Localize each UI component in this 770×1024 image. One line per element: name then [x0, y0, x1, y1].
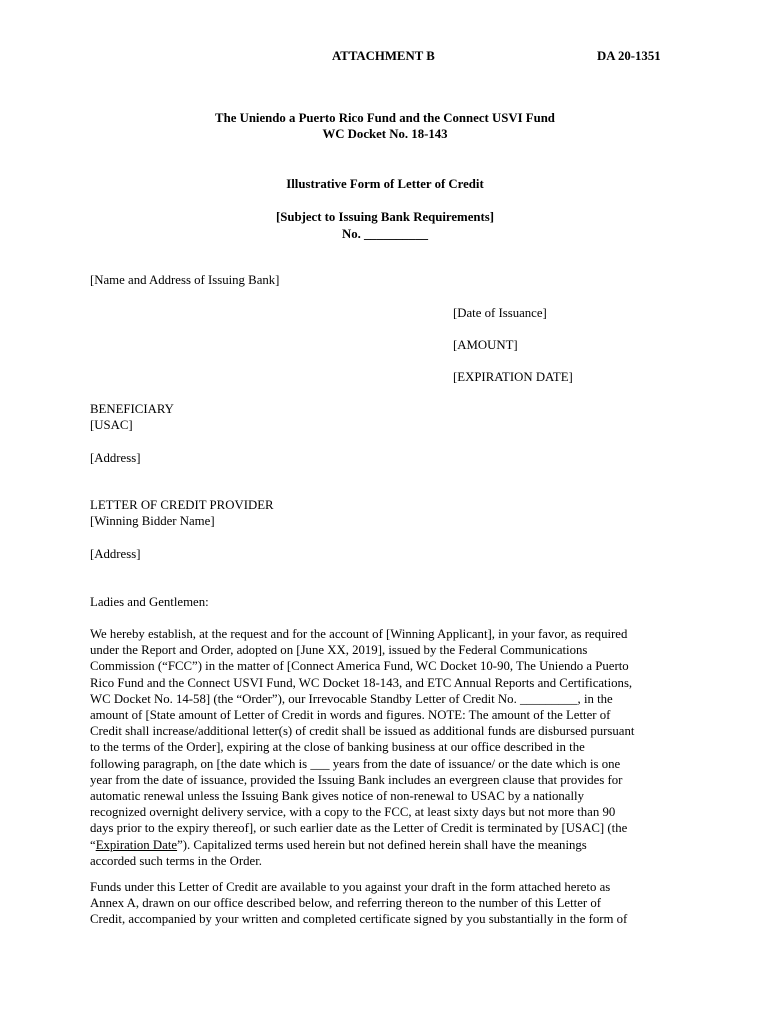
paragraph-line: accorded such terms in the Order.	[90, 853, 262, 868]
date-of-issuance: [Date of Issuance]	[453, 306, 547, 320]
issuing-bank-placeholder: [Name and Address of Issuing Bank]	[90, 273, 280, 287]
body-paragraph-1	[90, 626, 690, 869]
subject-line: [Subject to Issuing Bank Requirements]	[275, 210, 495, 224]
document-title-line2: WC Docket No. 18-143	[322, 127, 448, 141]
paragraph-line: WC Docket No. 14-58] (the “Order”), our Irrevocable Standby Letter of Credit No. _________, in the	[90, 691, 613, 706]
document-title-line1: The Uniendo a Puerto Rico Fund and the Connect USVI Fund	[215, 111, 555, 125]
expiration-line-rest: ”). Capitalized terms used herein but not defined herein shall have the meanings	[177, 837, 587, 852]
beneficiary-heading: BENEFICIARY	[90, 402, 174, 416]
paragraph-line: following paragraph, on [the date which is ___ years from the date of issuance/ or the date which is one	[90, 756, 621, 771]
paragraph-line: automatic renewal unless the Issuing Bank gives notice of non-renewal to USAC by a nationally	[90, 789, 584, 804]
paragraph-line: under the Report and Order, adopted on [June XX, 2019], issued by the Federal Communications	[90, 643, 588, 658]
paragraph-line-expiration	[90, 837, 690, 853]
paragraph-line: Commission (“FCC”) in the matter of [Connect America Fund, WC Docket 10-90, The Uniendo a Puerto	[90, 659, 629, 674]
beneficiary-name: [USAC]	[90, 418, 133, 432]
form-title: Illustrative Form of Letter of Credit	[286, 177, 484, 191]
open-quote: “	[90, 837, 96, 852]
docket-reference: DA 20-1351	[597, 49, 661, 63]
expiration-date-field: [EXPIRATION DATE]	[453, 370, 573, 384]
paragraph-line: Funds under this Letter of Credit are available to you against your draft in the form attached hereto as	[90, 880, 611, 894]
salutation: Ladies and Gentlemen:	[90, 595, 209, 609]
letter-number: No. __________	[341, 227, 429, 241]
paragraph-line: We hereby establish, at the request and for the account of [Winning Applicant], in your favor, as required	[90, 627, 628, 641]
provider-name: [Winning Bidder Name]	[90, 514, 215, 528]
paragraph-line: Credit, accompanied by your written and completed certificate signed by you substantially in the form of	[90, 912, 628, 927]
body-paragraph-2	[90, 879, 690, 928]
paragraph-line: Annex A, drawn on our office described below, and referring thereon to the number of this Letter of	[90, 896, 601, 911]
attachment-label: ATTACHMENT B	[332, 49, 435, 63]
paragraph-line: days prior to the expiry thereof], or such earlier date as the Letter of Credit is terminated by [USAC] (the	[90, 821, 628, 836]
amount-field: [AMOUNT]	[453, 338, 518, 352]
provider-address: [Address]	[90, 547, 141, 561]
beneficiary-address: [Address]	[90, 451, 141, 465]
expiration-date-term: Expiration Date	[95, 837, 178, 852]
paragraph-line: recognized overnight delivery service, with a copy to the FCC, at least sixty days but not more than 90	[90, 805, 616, 820]
provider-heading: LETTER OF CREDIT PROVIDER	[90, 498, 274, 512]
paragraph-line: year from the date of issuance, provided the Issuing Bank includes an evergreen clause that provides for	[90, 772, 623, 787]
paragraph-line: to the terms of the Order], expiring at the close of banking business at our office described in the	[90, 740, 585, 755]
paragraph-line: Credit shall increase/additional letter(s) of credit shall be issued as additional funds are disbursed pursuant	[90, 724, 635, 739]
paragraph-line: Rico Fund and the Connect USVI Fund, WC Docket 18-143, and ETC Annual Reports and Certifications,	[90, 675, 633, 690]
paragraph-line: amount of [State amount of Letter of Credit in words and figures. NOTE: The amount of the Letter of	[90, 708, 611, 723]
